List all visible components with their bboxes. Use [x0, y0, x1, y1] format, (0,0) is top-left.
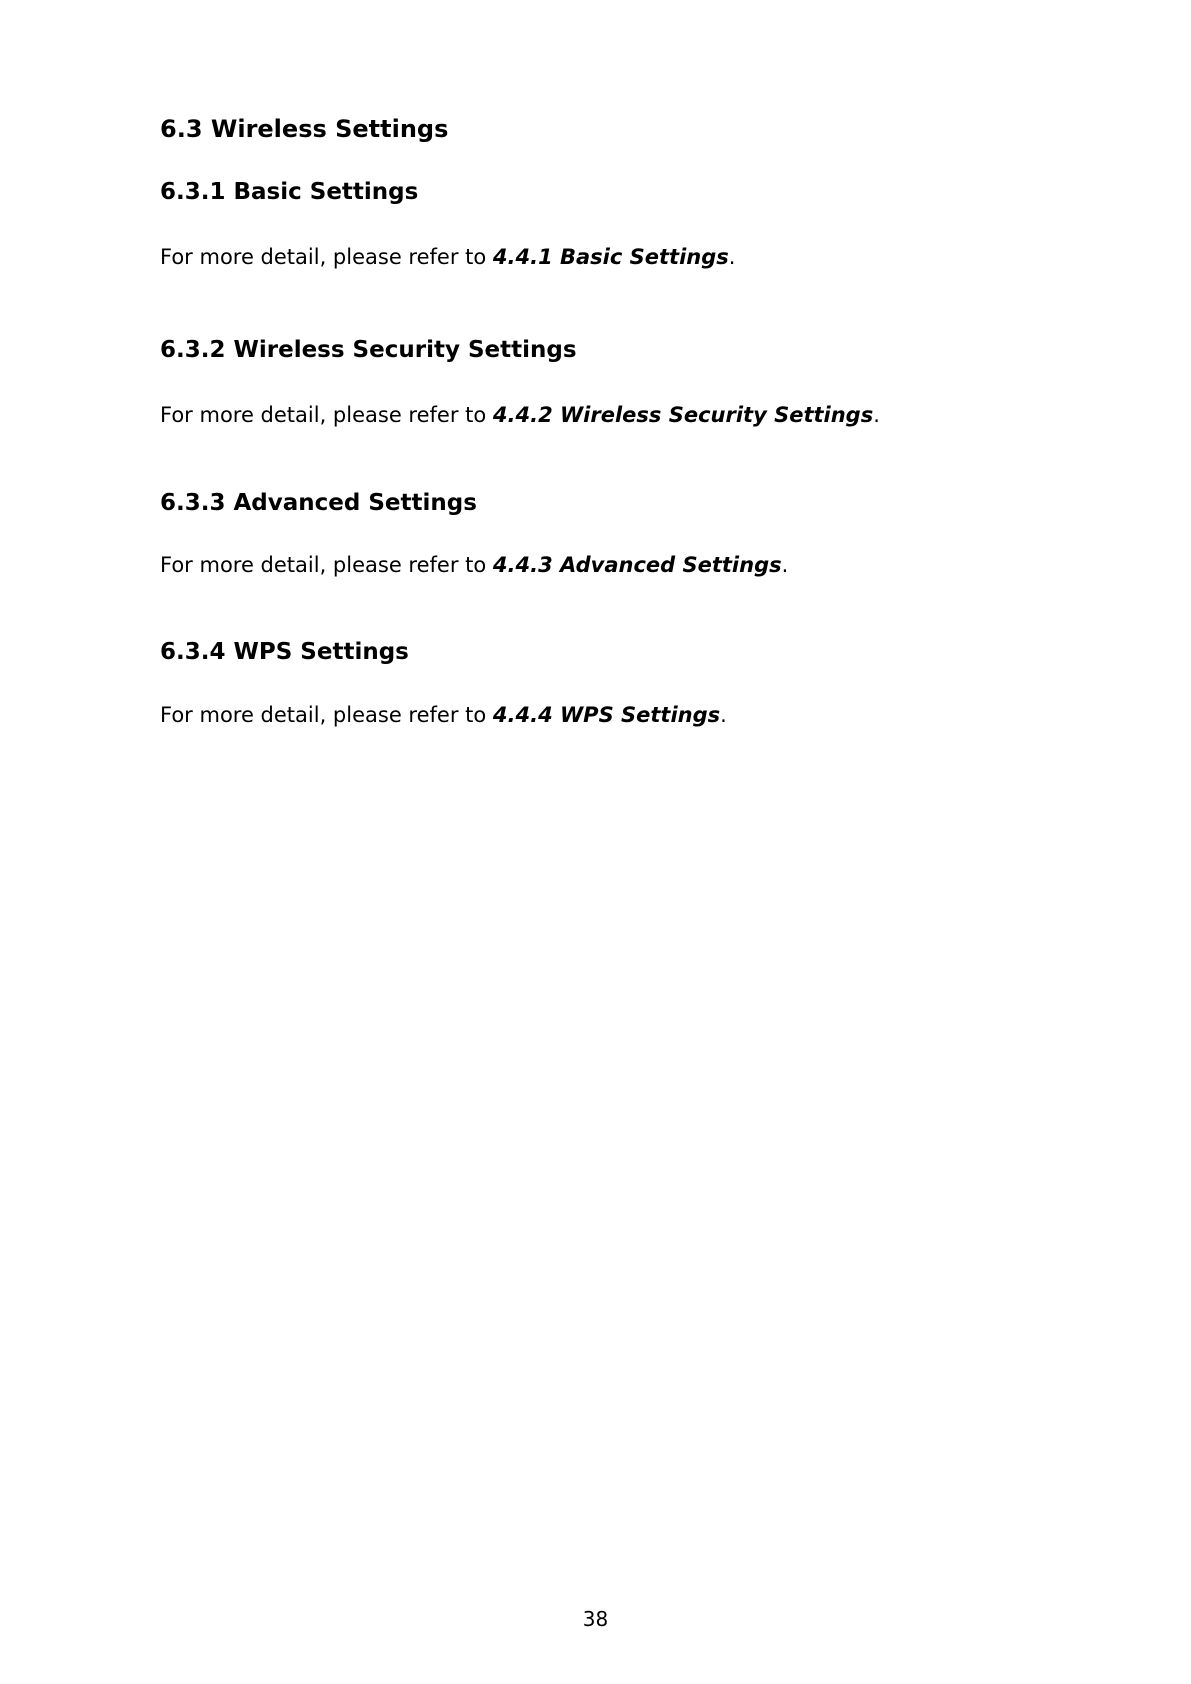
cross-reference: 4.4.3 Advanced Settings — [492, 553, 782, 577]
subsection-paragraph-advanced — [160, 551, 788, 579]
paragraph-text: For more detail, please refer to — [160, 403, 493, 427]
cross-reference: 4.4.4 WPS Settings — [492, 703, 721, 727]
paragraph-punctuation: . — [873, 403, 880, 427]
cross-reference: 4.4.1 Basic Settings — [492, 245, 729, 269]
paragraph-text: For more detail, please refer to — [160, 553, 493, 577]
subsection-heading-basic: 6.3.1 Basic Settings — [160, 179, 419, 205]
subsection-paragraph-wps — [160, 701, 727, 729]
subsection-paragraph-security — [160, 401, 880, 429]
subsection-paragraph-basic — [160, 243, 735, 271]
paragraph-punctuation: . — [781, 553, 789, 577]
paragraph-text: For more detail, please refer to — [160, 245, 493, 269]
paragraph-punctuation: . — [720, 703, 727, 727]
page-number: 38 — [582, 1607, 609, 1631]
subsection-heading-advanced: 6.3.3 Advanced Settings — [160, 490, 477, 516]
paragraph-text: For more detail, please refer to — [160, 703, 493, 727]
cross-reference: 4.4.2 Wireless Security Settings — [492, 403, 874, 427]
section-title: 6.3 Wireless Settings — [160, 115, 449, 143]
subsection-heading-wps: 6.3.4 WPS Settings — [160, 639, 409, 665]
paragraph-punctuation: . — [728, 245, 736, 269]
subsection-heading-security: 6.3.2 Wireless Security Settings — [160, 337, 577, 363]
